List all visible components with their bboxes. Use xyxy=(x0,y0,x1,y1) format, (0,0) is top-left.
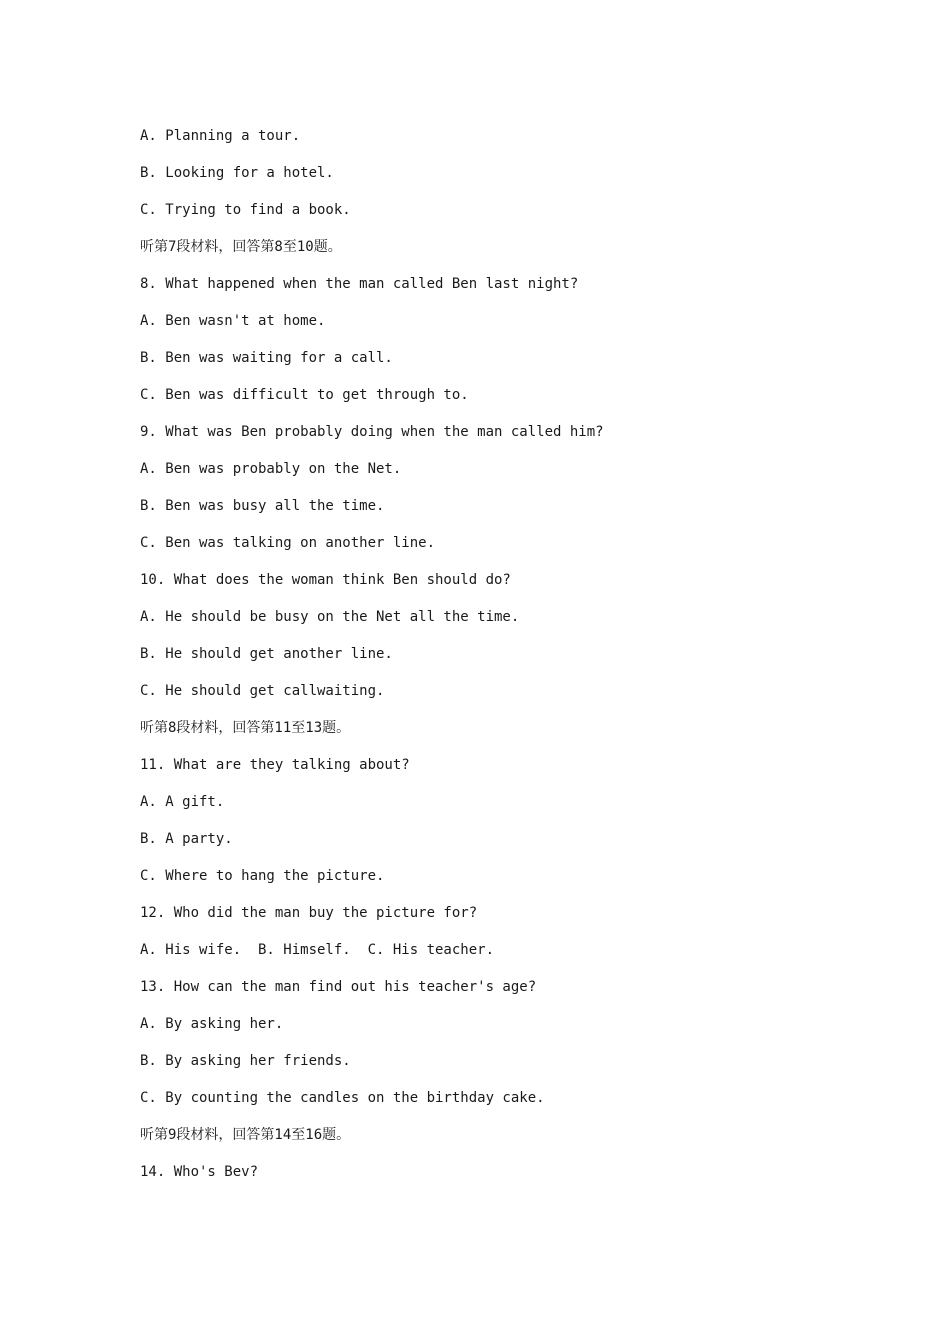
options-q12: A. His wife. B. Himself. C. His teacher. xyxy=(140,942,495,958)
option-a-q10: A. He should be busy on the Net all the time. xyxy=(140,609,520,625)
question-11: 11. What are they talking about? xyxy=(140,757,410,773)
option-c-q8: C. Ben was difficult to get through to. xyxy=(140,387,469,403)
section-heading-8: 听第8段材料，回答第11至13题。 xyxy=(140,720,351,736)
option-b-q9: B. Ben was busy all the time. xyxy=(140,498,385,514)
option-a-q9: A. Ben was probably on the Net. xyxy=(140,461,402,477)
option-c-q9: C. Ben was talking on another line. xyxy=(140,535,436,551)
option-c-q11: C. Where to hang the picture. xyxy=(140,868,385,884)
question-12: 12. Who did the man buy the picture for? xyxy=(140,905,478,921)
option-a-q13: A. By asking her. xyxy=(140,1016,284,1032)
question-13: 13. How can the man find out his teacher's age? xyxy=(140,979,537,995)
option-c-q10: C. He should get callwaiting. xyxy=(140,683,385,699)
document-page xyxy=(140,126,860,1199)
option-c-q13: C. By counting the candles on the birthday cake. xyxy=(140,1090,545,1106)
option-b-q8: B. Ben was waiting for a call. xyxy=(140,350,393,366)
option-a-q7: A. Planning a tour. xyxy=(140,128,301,144)
option-a-q8: A. Ben wasn't at home. xyxy=(140,313,326,329)
question-8: 8. What happened when the man called Ben last night? xyxy=(140,276,579,292)
option-a-q11: A. A gift. xyxy=(140,794,225,810)
question-9: 9. What was Ben probably doing when the man called him? xyxy=(140,424,604,440)
option-b-q13: B. By asking her friends. xyxy=(140,1053,351,1069)
section-heading-9: 听第9段材料，回答第14至16题。 xyxy=(140,1127,351,1143)
section-heading-7: 听第7段材料，回答第8至10题。 xyxy=(140,239,342,255)
question-10: 10. What does the woman think Ben should do? xyxy=(140,572,511,588)
option-b-q10: B. He should get another line. xyxy=(140,646,393,662)
option-c-q7: C. Trying to find a book. xyxy=(140,202,351,218)
question-14: 14. Who's Bev? xyxy=(140,1164,259,1180)
option-b-q7: B. Looking for a hotel. xyxy=(140,165,334,181)
option-b-q11: B. A party. xyxy=(140,831,233,847)
